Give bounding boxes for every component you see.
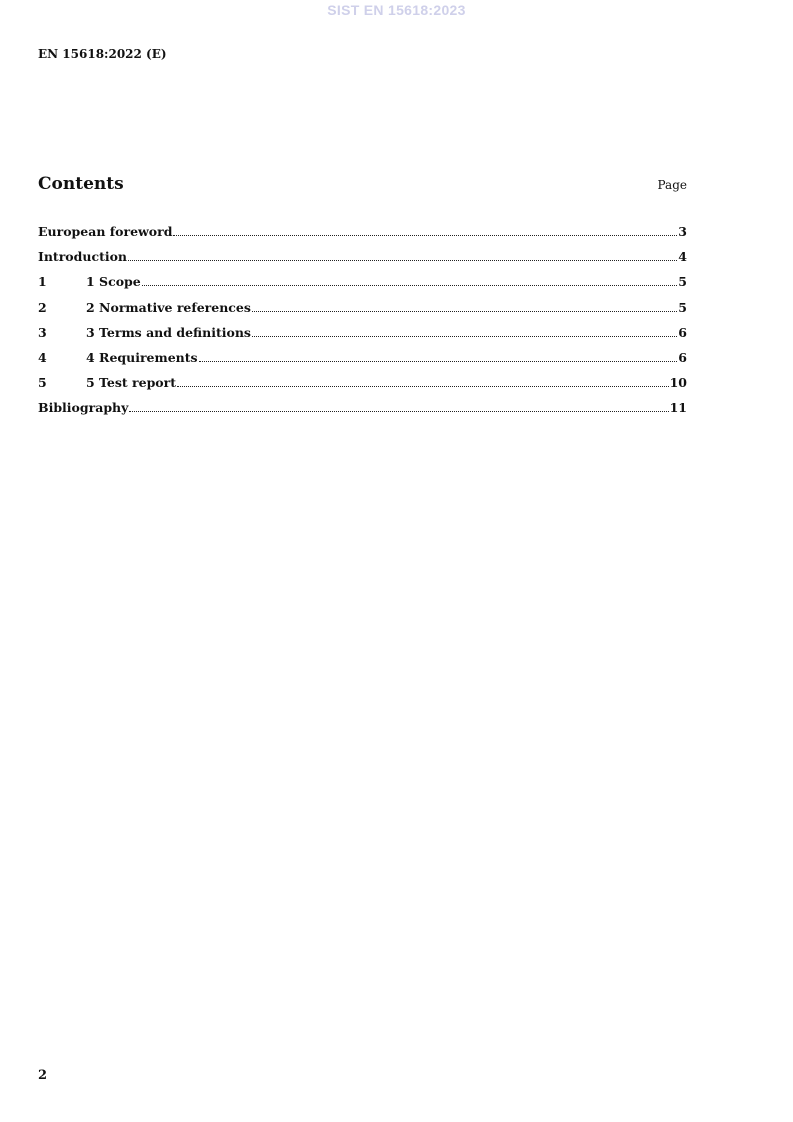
toc-entry-test-report[interactable] — [38, 375, 687, 400]
toc-leader-dots — [199, 360, 678, 362]
toc-leader-dots — [128, 259, 677, 261]
page-column-label: Page — [657, 178, 687, 192]
toc-entry-title: 1 Scope — [86, 274, 141, 290]
contents-title: Contents — [38, 174, 124, 194]
toc-entry-scope[interactable] — [38, 274, 687, 299]
toc-leader-dots — [252, 310, 677, 312]
toc-entry-page: 6 — [678, 349, 687, 365]
watermark: SIST EN 15618:2023 — [327, 2, 466, 18]
toc-entry-title: European foreword — [38, 224, 173, 239]
toc-entry-requirements[interactable] — [38, 350, 687, 375]
toc-entry-number: 5 — [38, 375, 47, 391]
toc-entry-european-foreword[interactable] — [38, 224, 687, 249]
toc-entry-number: 4 — [38, 349, 47, 365]
toc-entry-number: 1 — [38, 274, 47, 290]
toc-entry-page: 5 — [678, 274, 687, 290]
toc-entry-introduction[interactable] — [38, 249, 687, 274]
document-reference: EN 15618:2022 (E) — [38, 47, 167, 61]
contents-header — [38, 174, 687, 196]
toc-entry-terms-and-definitions[interactable] — [38, 325, 687, 350]
toc-entry-title: Introduction — [38, 249, 128, 265]
toc-entry-page: 10 — [669, 375, 687, 391]
toc-entry-bibliography[interactable] — [38, 400, 687, 425]
footer-page-number: 2 — [38, 1068, 48, 1083]
toc-entry-title: Bibliography — [38, 400, 129, 416]
toc-leader-dots — [173, 234, 677, 236]
toc-entry-title: 4 Requirements — [86, 349, 198, 365]
toc-entry-page: 5 — [678, 299, 687, 315]
toc-entry-page: 6 — [678, 324, 687, 340]
table-of-contents — [38, 224, 687, 426]
toc-entry-number: 2 — [38, 299, 47, 315]
toc-entry-page: 11 — [669, 400, 687, 416]
toc-leader-dots — [177, 385, 669, 387]
toc-entry-title: 5 Test report — [86, 375, 177, 391]
toc-entry-number: 3 — [38, 324, 47, 340]
toc-entry-page: 3 — [678, 224, 687, 239]
toc-entry-title: 2 Normative references — [86, 299, 251, 315]
toc-leader-dots — [252, 335, 677, 337]
toc-leader-dots — [142, 284, 678, 286]
toc-entry-normative-references[interactable] — [38, 300, 687, 325]
toc-leader-dots — [129, 410, 668, 412]
toc-entry-title: 3 Terms and definitions — [86, 324, 251, 340]
toc-entry-page: 4 — [678, 249, 687, 265]
